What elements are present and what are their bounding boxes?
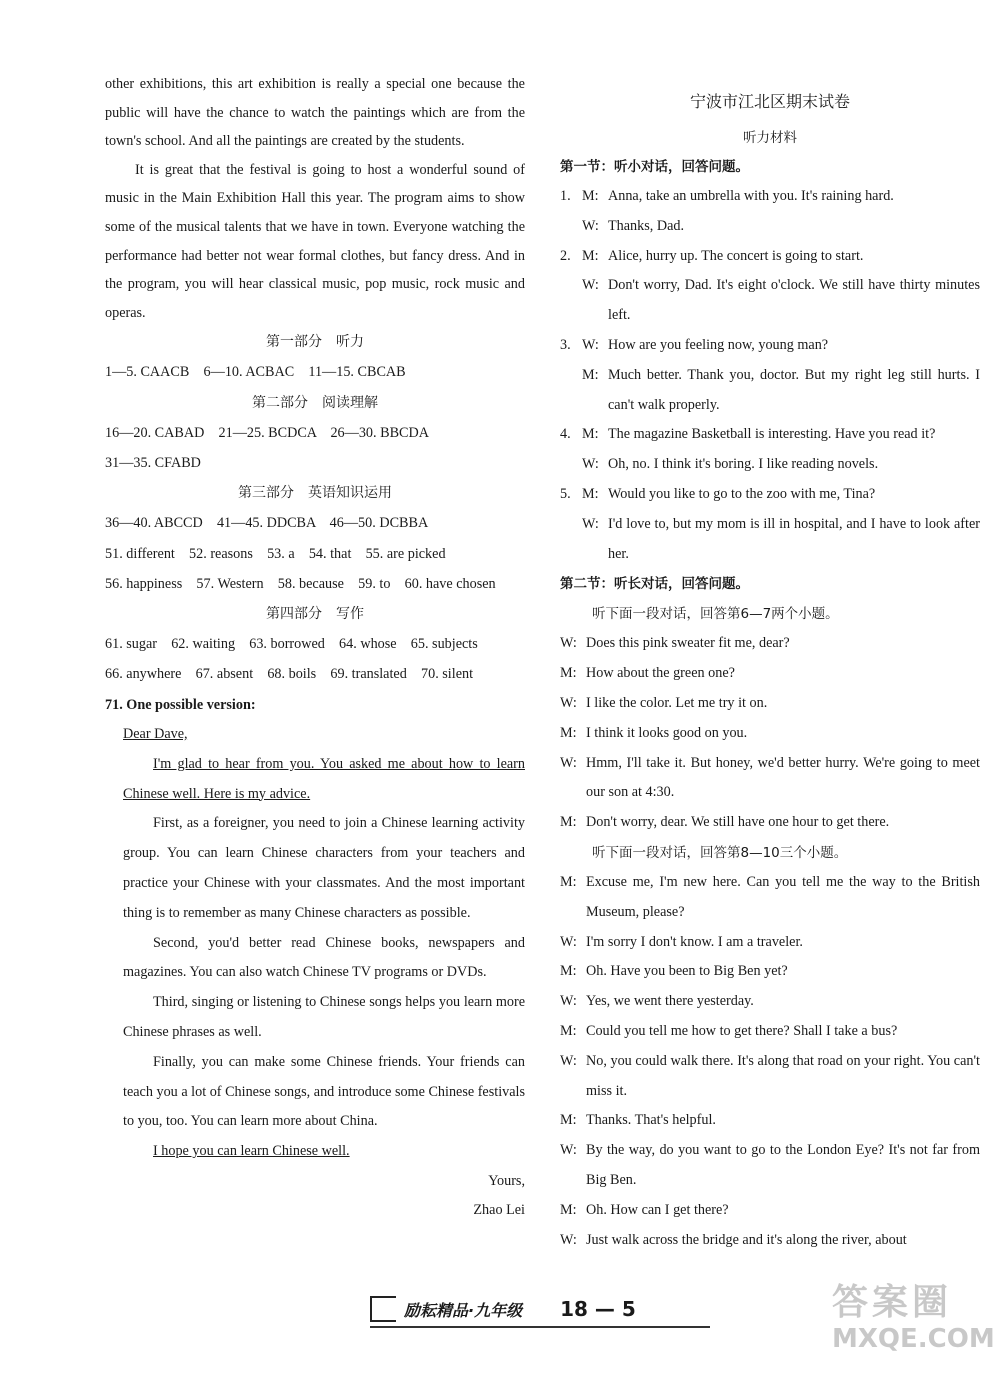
speaker: M: [582, 366, 599, 383]
speaker: W: [582, 456, 599, 473]
dialogue-line: I'm sorry I don't know. I am a traveler. [586, 933, 803, 950]
speaker: W: [560, 1052, 577, 1069]
dialogue-line: Just walk across the bridge and it's along the river, about [586, 1231, 907, 1248]
watermark-bottom: MXQE.COM [832, 1324, 995, 1354]
short-dialogue-1 [560, 182, 980, 242]
letter-body-paragraph: Finally, you can make some Chinese friends. Your friends can teach you a lot of Chinese songs, and introduce some Chinese festivals to you, too. You can learn more about China. [123, 1053, 525, 1130]
speaker: W: [582, 336, 599, 353]
dialogue-line: Oh. How can I get there? [586, 1201, 729, 1218]
dialogue-line: I like the color. Let me try it on. [586, 694, 768, 711]
letter-sign-off: Yours, [488, 1172, 525, 1189]
short-dialogue-4 [560, 420, 980, 480]
answer-line: 1—5. CAACB 6—10. ACBAC 11—15. CBCAB [105, 364, 406, 381]
short-dialogue-5 [560, 480, 980, 569]
dialogue-line: I'd love to, but my mom is ill in hospital, and I have to look after her. [608, 515, 980, 562]
speaker: M: [582, 426, 599, 443]
short-dialogue-2 [560, 242, 980, 331]
short-dialogue-3 [560, 331, 980, 420]
part1-heading: 第一部分 听力 [266, 334, 364, 351]
dialogue-line: I think it looks good on you. [586, 724, 748, 741]
dialogue-line: How are you feeling now, young man? [608, 336, 829, 353]
footer-rule [370, 1326, 710, 1328]
page-number: 18 — 5 [560, 1297, 636, 1321]
item-number: 2. [560, 247, 571, 264]
answer-line: 66. anywhere 67. absent 68. boils 69. translated 70. silent [105, 666, 474, 683]
letter-opening: I'm glad to hear from you. You asked me about how to learn Chinese well. Here is my advice. [123, 755, 525, 802]
dialogue-line: Could you tell me how to get there? Shall I take a bus? [586, 1022, 898, 1039]
letter-greeting: Dear Dave, [123, 726, 188, 743]
speaker: M: [582, 485, 599, 502]
speaker: W: [560, 754, 577, 771]
speaker: W: [582, 277, 599, 294]
speaker: W: [560, 1231, 577, 1248]
dialogue-line: Anna, take an umbrella with you. It's raining hard. [608, 188, 894, 204]
speaker: W: [560, 694, 577, 711]
item-number: 3. [560, 336, 571, 353]
dialogue-line: How about the green one? [586, 665, 735, 682]
speaker: M: [560, 1201, 577, 1218]
letter-body-paragraph: Second, you'd better read Chinese books, newspapers and magazines. You can also watch Chinese TV programs or DVDs. [123, 934, 525, 981]
dialogue-line: No, you could walk there. It's along that road on your right. You can't miss it. [586, 1052, 980, 1099]
part4-heading: 第四部分 写作 [266, 606, 364, 623]
long-dialogue-1 [560, 629, 980, 838]
long-dialogue-2 [560, 868, 980, 1255]
intro-paragraph-1: other exhibitions, this art exhibition is really a special one because the public will have the chance to watch the paintings which are from the town's school. And all the paintings are created by the students. [105, 76, 525, 150]
speaker: M: [560, 1022, 577, 1039]
section1-heading: 第一节：听小对话，回答问题。 [560, 159, 749, 175]
answer-line: 16—20. CABAD 21—25. BCDCA 26—30. BBCDA [105, 424, 429, 441]
version-label: 71. One possible version: [105, 696, 256, 713]
speaker: W: [560, 993, 577, 1010]
dialogue-line: Would you like to go to the zoo with me, Tina? [608, 485, 876, 502]
dialogue-line: Oh, no. I think it's boring. I like reading novels. [608, 456, 879, 473]
speaker: W: [582, 217, 599, 234]
dialogue-line: Excuse me, I'm new here. Can you tell me the way to the British Museum, please? [586, 873, 980, 920]
dialogue-line: Don't worry, dear. We still have one hour to get there. [586, 814, 890, 831]
letter-body-paragraph: First, as a foreigner, you need to join a Chinese learning activity group. You can learn Chinese characters from your teachers and practice your Chinese with your classmates. And the most important thing is to remember as many Chinese characters as possible. [123, 815, 525, 921]
dialogue-line: Thanks, Dad. [608, 217, 685, 234]
item-number: 1. [560, 188, 571, 204]
watermark [832, 1282, 995, 1362]
part3-heading: 第三部分 英语知识运用 [238, 485, 392, 502]
dialogue-line: Yes, we went there yesterday. [586, 993, 754, 1010]
speaker: M: [582, 247, 599, 264]
speaker: M: [560, 665, 577, 682]
answer-line: 31—35. CFABD [105, 454, 201, 471]
page-footer [370, 1292, 710, 1326]
dialogue-line: Alice, hurry up. The concert is going to start. [608, 247, 864, 264]
speaker: M: [560, 1112, 577, 1129]
letter-signature: Zhao Lei [473, 1201, 525, 1218]
letter-body-paragraph: Third, singing or listening to Chinese songs helps you learn more Chinese phrases as well. [123, 994, 525, 1040]
instruction-note: 听下面一段对话，回答第6—7两个小题。 [592, 606, 839, 623]
instruction-note: 听下面一段对话，回答第8—10三个小题。 [592, 844, 848, 861]
dialogue-line: Does this pink sweater fit me, dear? [586, 635, 790, 652]
section2-heading: 第二节：听长对话，回答问题。 [560, 576, 749, 593]
dialogue-line: Much better. Thank you, doctor. But my right leg still hurts. I can't walk properly. [608, 366, 980, 413]
speaker: M: [560, 873, 577, 890]
dialogue-line: The magazine Basketball is interesting. Have you read it? [608, 426, 936, 443]
letter-closing: I hope you can learn Chinese well. [153, 1143, 350, 1160]
dialogue-line: Oh. Have you been to Big Ben yet? [586, 963, 788, 980]
watermark-top: 答案圈 [832, 1282, 953, 1323]
speaker: M: [560, 963, 577, 980]
speaker: W: [560, 1142, 577, 1159]
answer-line: 56. happiness 57. Western 58. because 59. to 60. have chosen [105, 575, 496, 592]
speaker: M: [560, 814, 577, 831]
answer-line: 51. different 52. reasons 53. a 54. that 55. are picked [105, 545, 446, 562]
sample-letter [105, 720, 525, 1225]
item-number: 4. [560, 426, 571, 443]
exam-title: 宁波市江北区期末试卷 [689, 92, 850, 111]
item-number: 5. [560, 485, 571, 502]
dialogue-line: By the way, do you want to go to the London Eye? It's not far from Big Ben. [586, 1142, 980, 1188]
intro-paragraph-2: It is great that the festival is going to host a wonderful sound of music in the Main Exhibition Hall this year. The program aims to show some of the musical talents that we have in town. Everyone watching the performance had better not wear formal clothes, but fancy dress. And in the program, you will hear classical music, pop music, rock music and operas. [105, 161, 525, 321]
part2-heading: 第二部分 阅读理解 [252, 394, 378, 411]
speaker: W: [560, 933, 577, 950]
answer-line: 36—40. ABCCD 41—45. DDCBA 46—50. DCBBA [105, 515, 429, 532]
listening-subtitle: 听力材料 [743, 130, 797, 146]
right-column [560, 70, 980, 1255]
speaker: W: [560, 635, 577, 652]
speaker: M: [582, 188, 599, 204]
speaker: W: [582, 515, 599, 532]
speaker: M: [560, 724, 577, 741]
book-logo-icon [370, 1296, 396, 1322]
left-column [105, 70, 525, 1225]
dialogue-line: Thanks. That's helpful. [586, 1112, 716, 1129]
dialogue-line: Don't worry, Dad. It's eight o'clock. We still have thirty minutes left. [608, 277, 980, 324]
dialogue-line: Hmm, I'll take it. But honey, we'd better hurry. We're going to meet our son at 4:30. [586, 754, 980, 801]
answer-line: 61. sugar 62. waiting 63. borrowed 64. whose 65. subjects [105, 636, 478, 653]
book-title: 励耘精品·九年级 [404, 1300, 523, 1320]
